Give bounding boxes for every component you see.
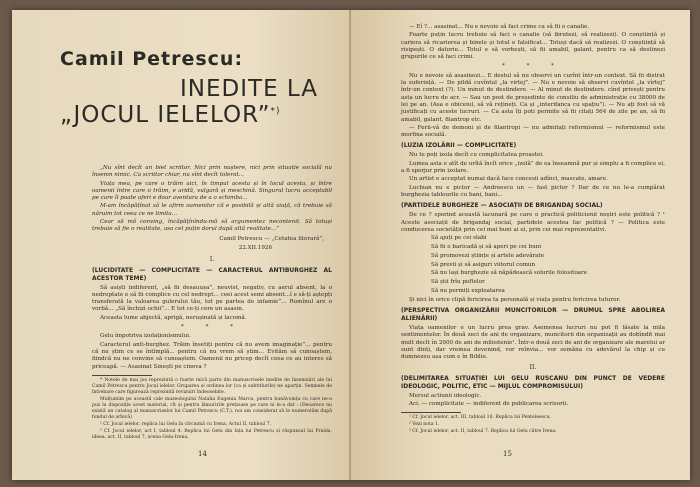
body-paragraph: Viața oamenilor e un lucru prea grav. Asemenea lucruri nu pot fi lăsate la mila sentimentelor. În două zeci de ani de organizare, muncitorii din organizații au dobîndit mai mult decît în 2000 de ani de milostenie¹. Într-o două zeci de ani de organizare ale marelui ar sunt dinți, dar vremea devenind, vor reînvia... vor semăna cu adevărul la chip și cu dumnezeu așa cum e în Biblie. xyxy=(401,325,665,361)
epigraph-signature: Camil Petrescu — „Cetatea literară”, xyxy=(219,235,324,242)
epigraph-paragraph: „Nu sînt decît un biet scriitor. Nici prin naștere, nici prin situație socială nu însemn nimic. Ca scriitor chiar, nu sînt decît tolerat... xyxy=(92,165,332,179)
duties-list xyxy=(431,235,665,295)
epigraph-paragraph: M-am încăpățînat să le afirm oamenilor că e posibilă și altă viață, că trebuie să năruim tot ceea ce ne limita... xyxy=(92,203,332,217)
body-paragraph: Gelu împotriva izolaționismului. xyxy=(100,333,191,340)
footnote-rule xyxy=(401,412,461,413)
footnote: * Notele de mai jos reprezintă o foarte mică parte din manuscrisele inedite de însemnări ale lui Camil Petrescu pentru Jocul ielelor. Gruparea și ordinea lor (ca și subtitlurile) ne aparțin. Semnele de întrebare care figurează reprezintă revizuiri îndeosebite. xyxy=(92,377,332,395)
body-paragraph: Lumea asta e atît de urîtă încît orice „izolă” de ea înseamnă pur și simplu a fi complice ei, a fi sperjur prin izolare. xyxy=(401,160,665,175)
section-heading: (PARTIDELE BURGHEZE — ASOCIAȚII DE BRIGANDAJ SOCIAL) xyxy=(401,202,603,210)
section-heading: (PERSPECTIVA ORGANIZĂRII MUNCITORILOR — DRUMUL SPRE ABOLIREA ALIENĂRII) xyxy=(401,307,665,322)
body-paragraph: Și nici în orice clipă fericirea ta personală și viața pentru fericirea tuturor. xyxy=(409,296,621,303)
title-line-2-text: „JOCUL IELELOR xyxy=(60,102,258,128)
epigraph-date: 22.XII.1926 xyxy=(238,244,272,251)
section-heading: (DELIMITAREA SITUAȚIEI LUI GELU RUSCANU DIN PUNCT DE VEDERE IDEOLOGIC, POLITIC, ETIC — MIJLUL COMPROMISULUI) xyxy=(401,374,665,390)
author-name: Camil Petrescu: xyxy=(60,48,244,70)
footnote-rule xyxy=(92,375,152,376)
footnote: ² Vezi nota 1. xyxy=(409,422,440,428)
title-line-2: „JOCUL IELELOR”*) xyxy=(60,102,281,128)
body-paragraph: De ce ? sporind această lacunară pe care o practică politicienii noștri este politică ? ¹ Aceste asociații de brigandaj social, partidele acestea fac politică ? — Politica este conducerea societății prin cei mai buni ai ei, prin cei mai reprezentativi. xyxy=(401,212,665,233)
body-paragraph: Un artist e acceptat numai dacă face concesii adînci, mascate, amare. xyxy=(409,176,608,183)
section-number: I. xyxy=(209,256,215,264)
body-paragraph: — Eî ?... asasinat... Nu e nevoie să faci crime ca să fii o canalie. xyxy=(409,24,590,30)
footnote: Mulțumim pe această cale muzeologului Natalia Eugenia Marcu, pentru bunăvoința cu care ne-a pus la dispoziție acest material, cît și pentru lămuririle prețioase pe care ni le-a dat : (Deoarece nu există un catalog al manuscriselor lui Camil Petrescu (C.T.), noi am considerat să le numerotăm după fondul de arhivă) xyxy=(92,396,332,420)
body-paragraph: Mersul actiunii ideologic. xyxy=(409,392,482,399)
section-number: II. xyxy=(529,364,537,372)
title-footnote-mark: *) xyxy=(270,106,281,117)
body-paragraph: Nu te poți izola decît cu complicitatea proastei. xyxy=(409,152,544,159)
body-paragraph: Să asiști indiferent, „să fii desauușa”, neuvist, negativ, cu aerul absent, la o nedreptate e să fii complice cu cel nedrept... ceei acest semi absent...î e să-ți aștepți transferată la valoarea gulerului tău, tot pe partea de infamie”... Romînul are o vorbă... „Să închizi ochii”... E tot ce-ți cere un asasin. xyxy=(92,284,332,313)
page-number-left: 14 xyxy=(198,450,207,458)
body-paragraph: Caracterul anti-burghez. Trăim însetiți pentru că nu avem imaginație”... pentru că nu știm ce se întîmplă... pentru că nu vrem să știm... Evităm să cunoaștem, fiindcă nu ne convine să cunoaștem. Oamenii nu pricep decît ceea ce au interes să priceapă. — Asasinat Sinești pe cineva ? xyxy=(92,341,332,370)
section-heading: (LUCIDITATE — COMPLICITATE — CARACTERUL ANTIBURGHEZ AL ACESTOR TEME) xyxy=(92,266,332,282)
section-stars: * * * xyxy=(502,63,564,70)
footnote: ³ Cf. Jocul ielelor, act. II, tabloul 7. Replica lui Gelu către Irena. xyxy=(409,429,557,435)
footnote: ¹ Cf. Jocul ielelor, act. III, tabloul 10. Replica lui Penteleescu. xyxy=(409,415,551,421)
left-page xyxy=(12,10,351,480)
section-stars: * * * xyxy=(181,324,243,331)
body-paragraph: Foarte puțin lucru trebuie să faci o canalie (să ibrutezi, să realizezi). O conștiință și cariera să ricarierea și binele și totul e falsificat... Totuși dacă să realizezi. O conștiință să risipești. O datorie... Totul e să vorbești, să fii amabil, galant, pentru ca să destinezi grupurile ce să faci crimi. xyxy=(401,32,665,61)
body-paragraph: — Ferii-vă de demoni și de filantropi — nu admitați reformismul — reformismul este morfina socială. xyxy=(401,124,665,139)
body-paragraph: Nu e nevoie să asasinezi... E destul să nu observi un curînt într-un context. Să fii distrat la suferință. — De pildă cuvîntul „la virtej”. — Nu e nevoie să observi cuvîntul „la vîrtej” într-un context (?). Un minut de destindere. — Al minut de destindere. cînd privești pentru asta un lucru de acr. — Sau un post de președinte de consiliu de administrație cu 38000 de lei pe an. (Asa e obiceiul, să vă rețineți. Ca și „interifanca cu spațiu”). — Nu ați fost să vă justificați cu aceste lucruri. — Ca asta îți poti permite să fii citați 564 de zile pe an, să fii amabil, galant, filantrop etc. xyxy=(401,72,665,123)
page-number-right: 15 xyxy=(503,450,512,458)
footnote: ² Cf. Jocul ielelor, act I, tabloul 4. Replica lui Gelu din fața lui Petrescu și răspunsul lui Praida, ideea, act. II, tabloul 7, scena Gelu-Irena. xyxy=(92,428,332,440)
list-item: Să previi și să asiguri viitorul comun xyxy=(431,261,536,268)
list-item: Să nu lași burghezie să năpădească solurile folositoare xyxy=(431,270,588,277)
body-paragraph: Aceasta lume abjectă, aprigă, nerușinată și lacomă. xyxy=(100,314,247,321)
right-page xyxy=(351,10,690,480)
list-item: Să fii o baricadă și să aperi pe cei buni xyxy=(431,243,542,250)
book-spread xyxy=(12,10,690,480)
epigraph-paragraph: Cear să mă conving, încăpățînîndu-mă să argumentez necontenit. Să totuși trebuie să fie o realitate, asa cel puțin dorul după altă realitate...” xyxy=(92,219,332,233)
body-paragraph: Luchian nu e pictor — Andreescu un — fast pictor ? Dar de ce nu le-a cumpărat burghezia tablourile cu bani, bani... xyxy=(401,184,665,198)
list-item: Să știi frîu poftelor xyxy=(431,279,485,286)
list-item: Să nu permiți exploatarea xyxy=(431,287,505,294)
list-item: Să ajuți pe cei slabi xyxy=(431,235,487,242)
article-header xyxy=(60,48,340,128)
footnote: ¹ Cf. Jocul ielelor, replica lui Gelu în cîrciumă cu Irena, Actul II, tabloul 7. xyxy=(100,421,271,427)
epigraph-paragraph: Viața mea, pe care o trăim aici, în timpul acesta și în locul acesta, și între oamenii între care o trăim, e aridă, vulgară și meschină. Singurul lucru acceptabil pe care îl poate oferi e doar aventura de a o schimba... xyxy=(92,180,332,202)
title-line-1: INEDITE LA xyxy=(180,76,318,102)
left-column xyxy=(92,165,332,442)
list-item: Să promovezi științe și artele adevărate xyxy=(431,252,545,259)
section-heading: (LUZIA IZOLĂRII — COMPLICITATE) xyxy=(401,142,517,150)
right-column xyxy=(401,24,665,436)
body-paragraph: Aci. — complicitate — indiferent de publicarea scrisorii. xyxy=(409,401,569,408)
